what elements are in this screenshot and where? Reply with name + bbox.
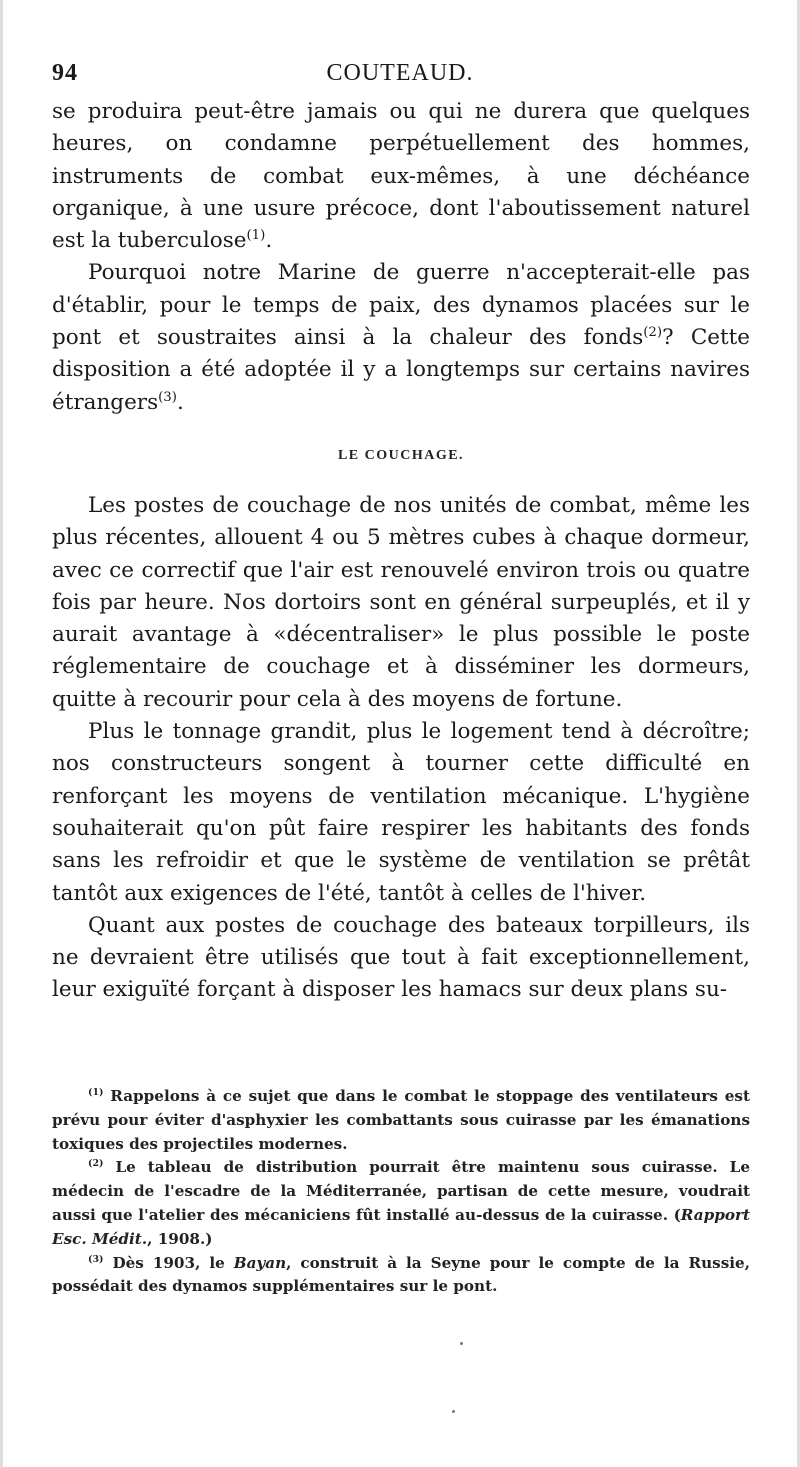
footnote-mark: (2): [88, 1158, 104, 1170]
footnote-ref-2: (2): [643, 324, 663, 340]
ship-name: Bayan: [233, 1253, 287, 1272]
footnote-text: , construit à la Seyne pour le compte de la Russie, possédait des dynamos supplémentaires sur le pont.: [52, 1253, 750, 1296]
footnote-text: Le tableau de distribution pourrait être maintenu sous cuirasse. Le médecin de l'escadre de la Méditerranée, partisan de cette mesure, voudrait aussi que l'atelier des mécaniciens fût installé au-dessus de la cuirasse. (: [52, 1158, 750, 1224]
paragraph-dynamos: [52, 257, 750, 418]
paragraph-text: se produira peut-être jamais ou qui ne durera que quelques heures, on condamne perpétuellement des hommes, instruments de combat eux-mêmes, à une déchéance organique, à une usure précoce, dont l'aboutissement naturel est la tuberculose: [52, 99, 750, 254]
footnote-2: [52, 1156, 750, 1251]
footnote-citation: Rapport Esc. Médit.: [52, 1205, 750, 1248]
footnote-ref-3: (3): [158, 389, 177, 405]
paragraph-text: ? Cette disposition a été adoptée il y a longtemps sur certains navires étrangers: [52, 325, 750, 415]
body-text-lower: [52, 490, 750, 1007]
paragraph-end: .: [177, 389, 184, 415]
footnote-text: Rappelons à ce sujet que dans le combat le stoppage des ventilateurs est prévu pour éviter d'asphyxier les combattants sous cuirasse par les émanations toxiques des projectiles modernes.: [52, 1087, 750, 1153]
body-text-upper: [52, 96, 750, 419]
section-heading: LE COUCHAGE.: [337, 448, 465, 463]
footnote-mark: (3): [88, 1253, 104, 1265]
footnotes: [52, 1085, 750, 1299]
footnote-text: Dès 1903, le: [112, 1253, 234, 1272]
paragraph-continued: [52, 96, 750, 257]
footnote-ref-1: (1): [246, 228, 266, 244]
page-number: 94: [52, 60, 78, 86]
footnote-mark: (1): [88, 1086, 104, 1098]
footnote-1: [52, 1085, 750, 1156]
running-head: COUTEAUD.: [326, 60, 474, 86]
footnote-text: , 1908.): [147, 1229, 213, 1248]
paragraph-text: Pourquoi notre Marine de guerre n'accepterait-elle pas d'établir, pour le temps de paix, des dynamos placées sur le pont et soustraites ainsi à la chaleur des fonds: [52, 260, 750, 351]
page-edge-left: [0, 0, 3, 1467]
paragraph-end: .: [265, 228, 273, 254]
paragraph-tonnage: Plus le tonnage grandit, plus le logement tend à décroître; nos constructeurs songent à tourner cette difficulté en renforçant les moyens de ventilation mécanique. L'hygiène souhaiterait qu'on pût faire respirer les habitants des fonds sans les refroidir et que le système de ventilation se prêtât tantôt aux exigences de l'été, tantôt à celles de l'hiver.: [52, 719, 750, 906]
paragraph-couchage: Les postes de couchage de nos unités de combat, même les plus récentes, allouent 4 ou 5 mètres cubes à chaque dormeur, avec ce correctif que l'air est renouvelé environ trois ou quatre fois par heure. Nos dortoirs sont en général surpeuplés, et il y aurait avantage à «décentraliser» le plus possible le poste réglementaire de couchage et à disséminer les dormeurs, quitte à recourir pour cela à des moyens de fortune.: [52, 493, 750, 712]
footnote-3: [52, 1252, 750, 1300]
paragraph-torpilleurs: Quant aux postes de couchage des bateaux torpilleurs, ils ne devraient être utilisés que tout à fait exceptionnellement, leur exiguïté forçant à disposer les hamacs sur deux plans su-: [52, 912, 750, 1003]
page-header: [52, 60, 748, 90]
ink-speck: [452, 1410, 455, 1413]
ink-speck: [460, 1342, 463, 1345]
